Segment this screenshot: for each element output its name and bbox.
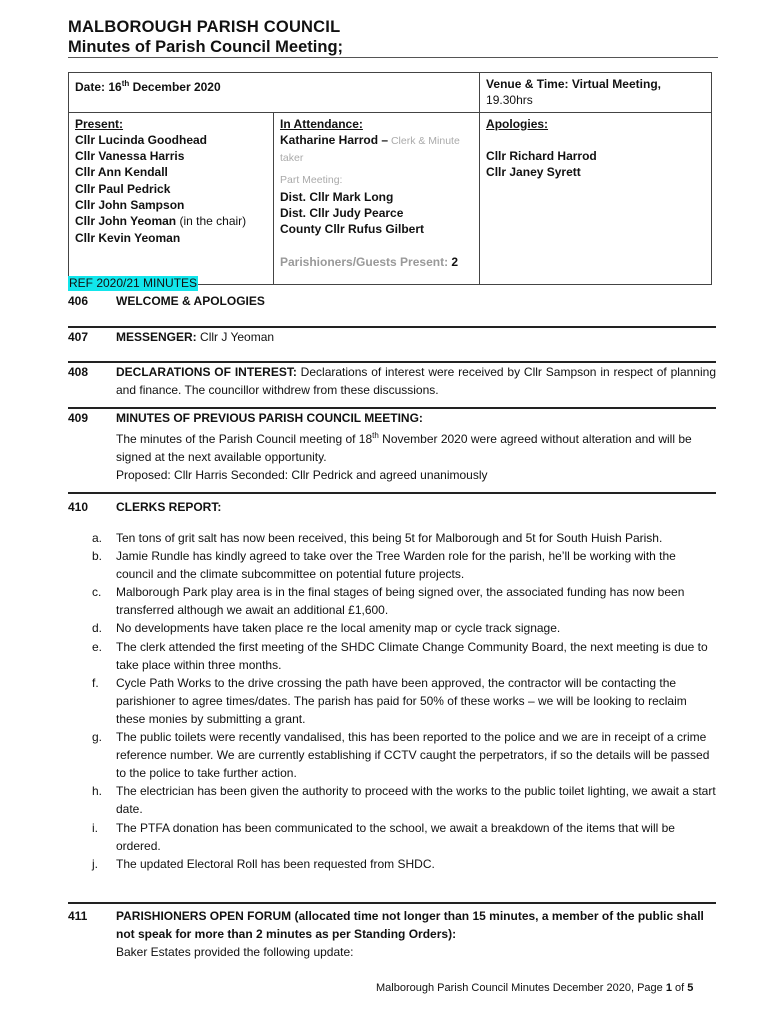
- attendance-cell: [274, 112, 480, 284]
- date-label: Date: 16: [75, 80, 122, 94]
- meeting-info-table: [68, 72, 712, 285]
- item-text: Baker Estates provided the following update:: [116, 945, 354, 959]
- list-item: [68, 638, 716, 674]
- section-divider: [68, 902, 716, 904]
- item-409: [68, 409, 716, 485]
- list-text: The clerk attended the first meeting of the SHDC Climate Change Community Board, the next meeting is due to take place within three months.: [116, 639, 708, 672]
- present-heading: Present:: [75, 116, 124, 131]
- list-text: The PTFA donation has been communicated to the school, we await a breakdown of the items that will be ordered.: [116, 820, 675, 853]
- section-divider: [68, 492, 716, 494]
- apology-member: Cllr Richard Harrod: [486, 148, 597, 163]
- date-cell: [69, 73, 480, 113]
- item-title: WELCOME & APOLOGIES: [116, 294, 265, 308]
- present-member: Cllr Ann Kendall: [75, 165, 168, 180]
- present-member: Cllr John Sampson: [75, 198, 185, 213]
- date-sup: th: [121, 79, 130, 88]
- item-text: Cllr J Yeoman: [196, 330, 275, 344]
- list-letter: i.: [92, 820, 98, 835]
- page-footer: Malborough Parish Council Minutes December 2020, Page 1 of 5: [376, 982, 694, 994]
- present-member: Cllr Paul Pedrick: [75, 181, 171, 196]
- list-item: [68, 529, 716, 547]
- clerk-name: Katharine Harrod –: [280, 132, 389, 147]
- header-divider: [68, 57, 718, 58]
- list-letter: c.: [92, 585, 102, 600]
- date-rest: December 2020: [129, 80, 221, 94]
- item-title: DECLARATIONS OF INTEREST:: [116, 365, 297, 379]
- item-title: PARISHIONERS OPEN FORUM (allocated time not longer than 15 minutes, a member of the public shall not speak for more than 2 minutes as per Standing Orders):: [116, 909, 704, 941]
- chair-note: (in the chair): [176, 214, 247, 229]
- list-item: [68, 782, 716, 818]
- footer-text: Malborough Parish Council Minutes December 2020, Page: [376, 982, 666, 994]
- item-number: 411: [68, 909, 88, 923]
- present-cell: [69, 112, 274, 284]
- list-letter: g.: [92, 730, 103, 745]
- part-attendee: Dist. Cllr Judy Pearce: [280, 206, 404, 221]
- document-header: [68, 17, 718, 57]
- list-letter: d.: [92, 621, 103, 636]
- attendance-heading: In Attendance:: [280, 116, 363, 131]
- clerk-role: Clerk & Minute taker: [280, 134, 460, 165]
- minutes-subtitle: Minutes of Parish Council Meeting;: [68, 38, 344, 56]
- guests-count: 2: [451, 254, 459, 269]
- list-item: [68, 819, 716, 855]
- list-text: Cycle Path Works to the drive crossing the path have been approved, the contractor will be contacting the parishioner to agree times/dates. The parish has paid for 50% of these works – we will be looking to reclaim these monies by submitting a grant.: [116, 675, 687, 726]
- item-number: 406: [68, 294, 89, 308]
- clerks-report-list: [68, 529, 716, 873]
- list-letter: h.: [92, 784, 103, 799]
- list-item: [68, 583, 716, 619]
- venue-time: 19.30hrs: [486, 93, 533, 108]
- item-title: MINUTES OF PREVIOUS PARISH COUNCIL MEETING:: [116, 411, 423, 425]
- item-number: 410: [68, 500, 89, 514]
- list-text: The public toilets were recently vandalised, this has been reported to the police and we are in receipt of a crime reference number. We are currently establishing if CCTV caught the perpetrators, if so the details will be passed to the police to take further action.: [116, 730, 710, 781]
- list-item: [68, 619, 716, 637]
- list-letter: b.: [92, 549, 103, 564]
- part-attendee: Dist. Cllr Mark Long: [280, 189, 394, 204]
- list-text: The electrician has been given the authority to proceed with the works to the public toilet lighting, we await a start date.: [116, 784, 716, 817]
- item-407: [68, 328, 716, 346]
- item-title: MESSENGER:: [116, 330, 197, 344]
- clerk-entry: [280, 132, 473, 167]
- guests-present: [280, 254, 473, 270]
- item-text: The minutes of the Parish Council meeting of 18th November 2020 were agreed without alteration and will be signed at the next available opportunity.: [116, 431, 692, 464]
- item-406: [68, 292, 716, 310]
- part-attendee: County Cllr Rufus Gilbert: [280, 222, 424, 237]
- ref-highlight: REF 2020/21 MINUTES: [69, 276, 198, 290]
- list-text: Malborough Park play area is in the final stages of being signed over, the associated funding has now been transferred although we await an additional £1,600.: [116, 585, 685, 618]
- item-number: 407: [68, 330, 89, 344]
- list-letter: a.: [92, 531, 103, 545]
- apologies-heading: Apologies:: [486, 116, 549, 131]
- item-number: 408: [68, 365, 89, 379]
- list-text: No developments have taken place re the local amenity map or cycle track signage.: [116, 621, 561, 636]
- list-text: Ten tons of grit salt has now been received, this being 5t for Malborough and 5t for South Huish Parish.: [116, 531, 663, 545]
- apologies-cell: [480, 112, 712, 284]
- venue-cell: [480, 73, 712, 113]
- item-410: [68, 498, 716, 516]
- present-member: Cllr Kevin Yeoman: [75, 230, 181, 245]
- item-411: [68, 907, 716, 963]
- list-item: [68, 855, 716, 873]
- guests-label: Parishioners/Guests Present:: [280, 254, 449, 269]
- list-letter: j.: [92, 856, 98, 871]
- list-letter: e.: [92, 639, 103, 654]
- list-item: [68, 728, 716, 782]
- item-title: CLERKS REPORT:: [116, 500, 222, 514]
- venue-label: Venue & Time: Virtual Meeting,: [486, 77, 661, 91]
- present-member: Cllr Lucinda Goodhead: [75, 132, 208, 147]
- list-item: [68, 674, 716, 728]
- part-meeting-label: Part Meeting:: [280, 174, 343, 187]
- item-number: 409: [68, 411, 89, 425]
- page-total: 5: [687, 982, 694, 994]
- item-text: Declarations of interest were received by Cllr Sampson in respect of planning and finance. The councillor withdrew from these discussions.: [116, 365, 716, 397]
- present-member: Cllr Vanessa Harris: [75, 149, 185, 164]
- list-item: [68, 547, 716, 583]
- present-member-chair: Cllr John Yeoman (in the chair): [75, 214, 247, 229]
- proposed-line: Proposed: Cllr Harris Seconded: Cllr Pedrick and agreed unanimously: [116, 468, 488, 482]
- council-title: MALBOROUGH PARISH COUNCIL: [68, 18, 341, 36]
- item-408: [68, 363, 716, 399]
- list-letter: f.: [92, 675, 99, 690]
- page-number: 1: [665, 982, 672, 994]
- list-text: The updated Electoral Roll has been requested from SHDC.: [116, 856, 435, 871]
- apology-member: Cllr Janey Syrett: [486, 165, 581, 180]
- list-text: Jamie Rundle has kindly agreed to take over the Tree Warden role for the parish, he’ll be working with the council and the climate subcommittee on potential future projects.: [116, 549, 676, 582]
